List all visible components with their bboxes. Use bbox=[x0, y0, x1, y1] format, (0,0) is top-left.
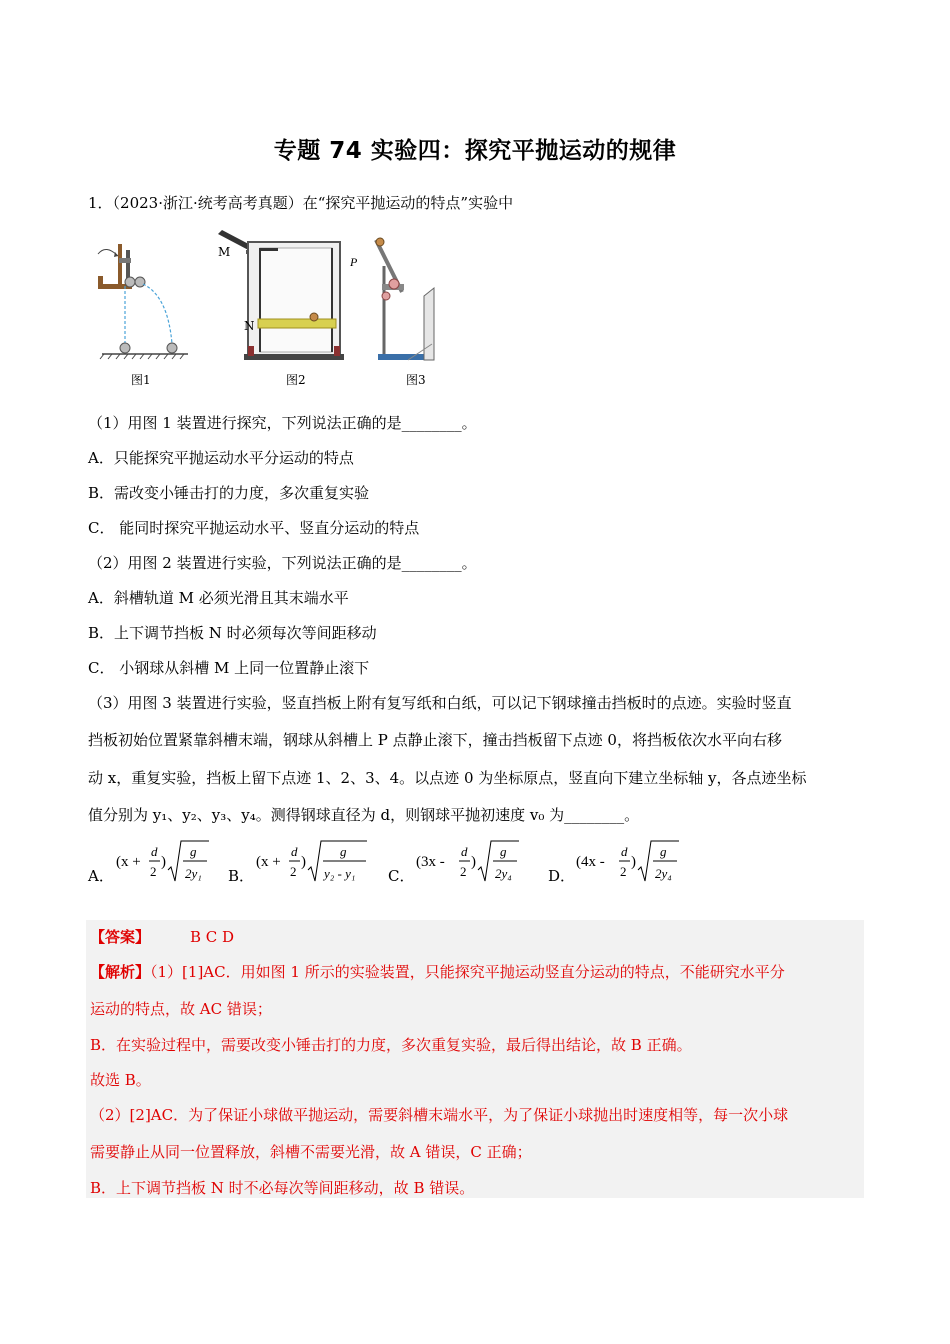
choice-d-letter: D． bbox=[548, 867, 576, 885]
page-title: 专题 74 实验四：探究平抛运动的规律 bbox=[273, 138, 677, 164]
svg-text:d: d bbox=[151, 844, 158, 859]
figure-2-drawing bbox=[218, 230, 344, 360]
choice-d-formula bbox=[576, 836, 686, 892]
analysis-line5: （2）[2]AC．为了保证小球做平抛运动，需要斜槽末端水平，为了保证小球抛出时速度相等，每一次小球 bbox=[90, 1106, 789, 1124]
part2-option-a: A．斜槽轨道 M 必须光滑且其末端水平 bbox=[88, 589, 349, 607]
figure-group bbox=[88, 226, 468, 394]
svg-text:g: g bbox=[190, 844, 197, 859]
choice-b-letter: B． bbox=[228, 867, 255, 885]
analysis-line6: 需要静止从同一位置释放，斜槽不需要光滑，故 A 错误，C 正确； bbox=[90, 1143, 532, 1161]
choice-a-formula bbox=[116, 836, 216, 892]
part2-option-c: C． 小钢球从斜槽 M 上同一位置静止滚下 bbox=[88, 659, 370, 677]
choice-b-den: y₂ - y₁ bbox=[324, 866, 356, 881]
svg-text:): ) bbox=[471, 854, 476, 870]
fig2-caption: 图2 bbox=[286, 373, 306, 387]
figure-3-drawing bbox=[376, 238, 434, 360]
label-m: M bbox=[218, 245, 231, 259]
choice-d-lead: (4x - bbox=[576, 854, 605, 870]
svg-text:d: d bbox=[621, 844, 628, 859]
analysis-line4: 故选 B。 bbox=[90, 1071, 151, 1089]
question-stem: 1．（2023·浙江·统考高考真题）在“探究平抛运动的特点”实验中 bbox=[88, 194, 514, 212]
part2-prompt: （2）用图 2 装置进行实验，下列说法正确的是________。 bbox=[88, 554, 477, 572]
part3-line3: 动 x，重复实验，挡板上留下点迹 1、2、3、4。以点迹 0 为坐标原点，竖直向下建立坐标轴 y，各点迹坐标 bbox=[88, 769, 807, 787]
part3-line2: 挡板初始位置紧靠斜槽末端，钢球从斜槽上 P 点静止滚下，撞击挡板留下点迹 0，将挡板依次水平向右移 bbox=[88, 731, 782, 749]
svg-text:g: g bbox=[340, 844, 347, 859]
label-p: P bbox=[350, 255, 358, 269]
choice-a-den: 2y₁ bbox=[185, 866, 202, 881]
answer-value: B C D bbox=[190, 928, 235, 946]
analysis-line1 bbox=[90, 962, 785, 982]
analysis-line2: 运动的特点，故 AC 错误； bbox=[90, 1000, 272, 1018]
choice-c-formula bbox=[416, 836, 526, 892]
fig1-caption: 图1 bbox=[131, 373, 151, 387]
part1-prompt: （1）用图 1 装置进行探究，下列说法正确的是________。 bbox=[88, 414, 477, 432]
choice-a-lead: (x + bbox=[116, 854, 141, 870]
choice-b-lead: (x + bbox=[256, 854, 281, 870]
svg-text:): ) bbox=[631, 854, 636, 870]
svg-text:2: 2 bbox=[620, 864, 627, 879]
part2-option-b: B．上下调节挡板 N 时必须每次等间距移动 bbox=[88, 624, 377, 642]
svg-text:g: g bbox=[660, 844, 667, 859]
part3-line1: （3）用图 3 装置进行实验，竖直挡板上附有复写纸和白纸，可以记下钢球撞击挡板时的点迹。实验时竖直 bbox=[88, 694, 792, 712]
svg-text:2: 2 bbox=[460, 864, 467, 879]
part1-option-b: B．需改变小锤击打的力度，多次重复实验 bbox=[88, 484, 370, 502]
analysis-line7: B．上下调节挡板 N 时不必每次等间距移动，故 B 错误。 bbox=[90, 1179, 475, 1197]
answer-line bbox=[90, 927, 234, 947]
part3-line4: 值分别为 y₁、y₂、y₃、y₄。测得钢球直径为 d，则钢球平抛初速度 v₀ 为________。 bbox=[88, 806, 640, 824]
answer-label: 【答案】 bbox=[90, 928, 151, 946]
analysis-line3: B．在实验过程中，需要改变小锤击打的力度，多次重复实验，最后得出结论，故 B 正确。 bbox=[90, 1036, 692, 1054]
part3-choices bbox=[88, 836, 748, 892]
svg-text:2: 2 bbox=[150, 864, 157, 879]
apparatus-figures bbox=[88, 226, 468, 394]
choice-b-formula bbox=[256, 836, 376, 892]
analysis-label: 【解析】 bbox=[90, 963, 151, 981]
analysis-text1: （1）[1]AC．用如图 1 所示的实验装置，只能探究平抛运动竖直分运动的特点，不能研究水平分 bbox=[150, 963, 785, 981]
part1-option-c: C． 能同时探究平抛运动水平、竖直分运动的特点 bbox=[88, 519, 420, 537]
svg-text:2: 2 bbox=[290, 864, 297, 879]
figure-1-drawing bbox=[98, 244, 188, 359]
label-n: N bbox=[244, 319, 255, 333]
choice-c-letter: C． bbox=[388, 867, 415, 885]
choice-c-lead: (3x - bbox=[416, 854, 445, 870]
svg-text:): ) bbox=[161, 854, 166, 870]
choice-d-den: 2y₄ bbox=[655, 866, 672, 881]
choice-c-den: 2y₄ bbox=[495, 866, 512, 881]
choice-a-letter: A． bbox=[88, 867, 114, 885]
part1-option-a: A．只能探究平抛运动水平分运动的特点 bbox=[88, 449, 354, 467]
svg-text:d: d bbox=[291, 844, 298, 859]
svg-text:): ) bbox=[301, 854, 306, 870]
svg-text:d: d bbox=[461, 844, 468, 859]
svg-text:g: g bbox=[500, 844, 507, 859]
fig3-caption: 图3 bbox=[406, 373, 426, 387]
